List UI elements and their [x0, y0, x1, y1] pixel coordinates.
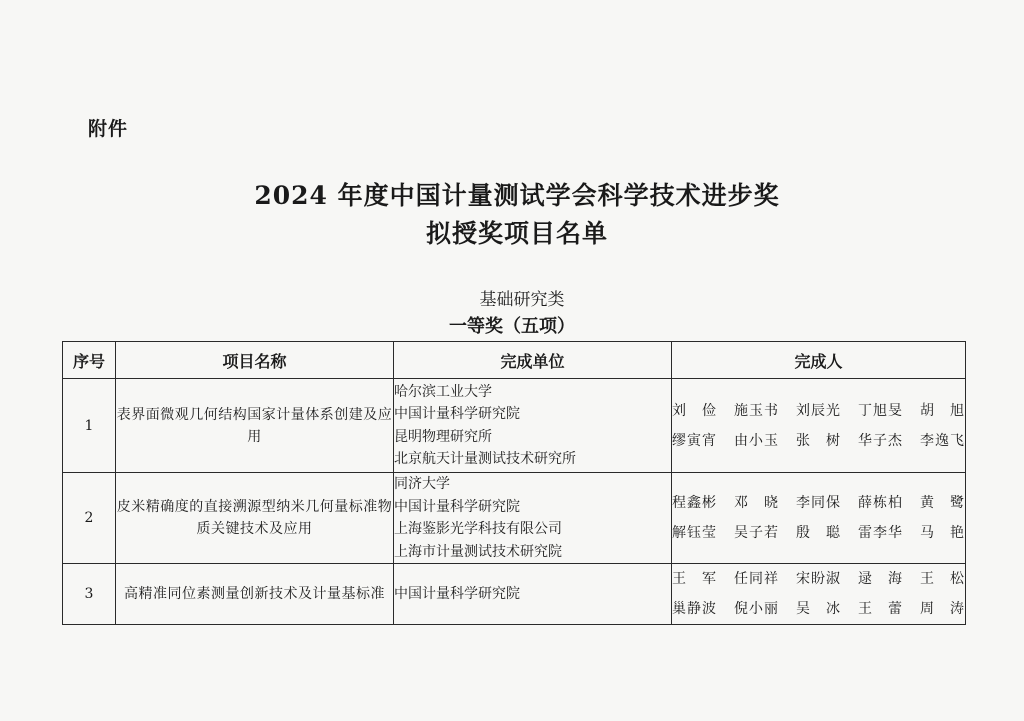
category-heading: 基础研究类	[479, 290, 565, 310]
person-name: 马 艳	[920, 525, 965, 541]
person-name: 王 松	[920, 571, 965, 587]
person-name: 巢静波	[672, 601, 717, 617]
person-name: 吴子若	[734, 525, 779, 541]
document-title: 2024 年度中国计量测试学会科学技术进步奖	[254, 181, 780, 210]
header-people: 完成人	[672, 342, 966, 379]
person-name: 黄 鹭	[920, 495, 965, 511]
person-name: 宋盼淑	[796, 571, 841, 587]
person-name: 缪寅宵	[672, 432, 717, 449]
project-name: 表界面微观几何结构国家计量体系创建及应用	[116, 379, 394, 473]
table-row	[63, 473, 966, 564]
people-cell	[672, 473, 966, 564]
person-name: 刘辰光	[796, 402, 841, 419]
unit-name: 上海鉴影光学科技有限公司	[394, 521, 562, 537]
header-number: 序号	[63, 342, 116, 379]
person-name: 吴 冰	[796, 601, 841, 617]
people-line	[672, 426, 965, 456]
person-name: 华子杰	[858, 432, 903, 449]
person-name: 邓 晓	[734, 495, 779, 511]
person-name: 任同祥	[734, 571, 779, 587]
people-line	[672, 594, 965, 624]
person-name: 王 蕾	[858, 601, 903, 617]
unit-name: 中国计量科学研究院	[394, 406, 520, 422]
person-name: 丁旭旻	[858, 402, 903, 419]
unit-name: 北京航天计量测试技术研究所	[394, 451, 576, 467]
unit-name: 中国计量科学研究院	[394, 498, 520, 515]
unit-name: 哈尔滨工业大学	[394, 383, 492, 400]
person-name: 李逸飞	[920, 432, 965, 449]
document-subtitle: 拟授奖项目名单	[425, 219, 608, 248]
unit-name: 中国计量科学研究院	[394, 585, 520, 602]
person-name: 倪小丽	[734, 601, 779, 617]
awards-table	[62, 341, 966, 625]
person-name: 雷李华	[858, 525, 903, 541]
row-number: 3	[63, 564, 116, 625]
person-name: 王 军	[672, 571, 717, 587]
person-name: 薛栋柏	[858, 495, 903, 511]
people-line	[672, 518, 965, 548]
people-cell	[672, 564, 966, 625]
header-project-name: 项目名称	[116, 342, 394, 379]
attachment-label: 附件	[88, 118, 129, 140]
person-name: 殷 聪	[796, 525, 841, 541]
project-name: 皮米精确度的直接溯源型纳米几何量标准物质关键技术及应用	[116, 473, 394, 564]
person-name: 程鑫彬	[672, 495, 717, 511]
people-line	[672, 564, 965, 594]
unit-name: 上海市计量测试技术研究院	[394, 543, 562, 560]
people-cell	[672, 379, 966, 473]
row-number: 2	[63, 473, 116, 564]
units-cell	[394, 564, 672, 625]
person-name: 胡 旭	[920, 402, 965, 419]
person-name: 解钰莹	[672, 525, 717, 541]
table-header-row	[63, 342, 966, 379]
prize-level-heading: 一等奖（五项）	[449, 316, 575, 337]
person-name: 由小玉	[734, 432, 779, 449]
row-number: 1	[63, 379, 116, 473]
person-name: 张 树	[796, 432, 841, 449]
person-name: 周 涛	[920, 601, 965, 617]
people-line	[672, 488, 965, 518]
header-units: 完成单位	[394, 342, 672, 379]
person-name: 施玉书	[734, 402, 779, 419]
units-cell	[394, 379, 672, 473]
unit-name: 同济大学	[394, 476, 450, 492]
person-name: 逯 海	[858, 571, 903, 587]
person-name: 李同保	[796, 495, 841, 511]
person-name: 刘 俭	[672, 402, 717, 419]
units-cell	[394, 473, 672, 564]
table-row	[63, 379, 966, 473]
people-line	[672, 396, 965, 426]
unit-name: 昆明物理研究所	[394, 428, 492, 445]
table-row	[63, 564, 966, 625]
project-name: 高精准同位素测量创新技术及计量基标准	[116, 564, 394, 625]
